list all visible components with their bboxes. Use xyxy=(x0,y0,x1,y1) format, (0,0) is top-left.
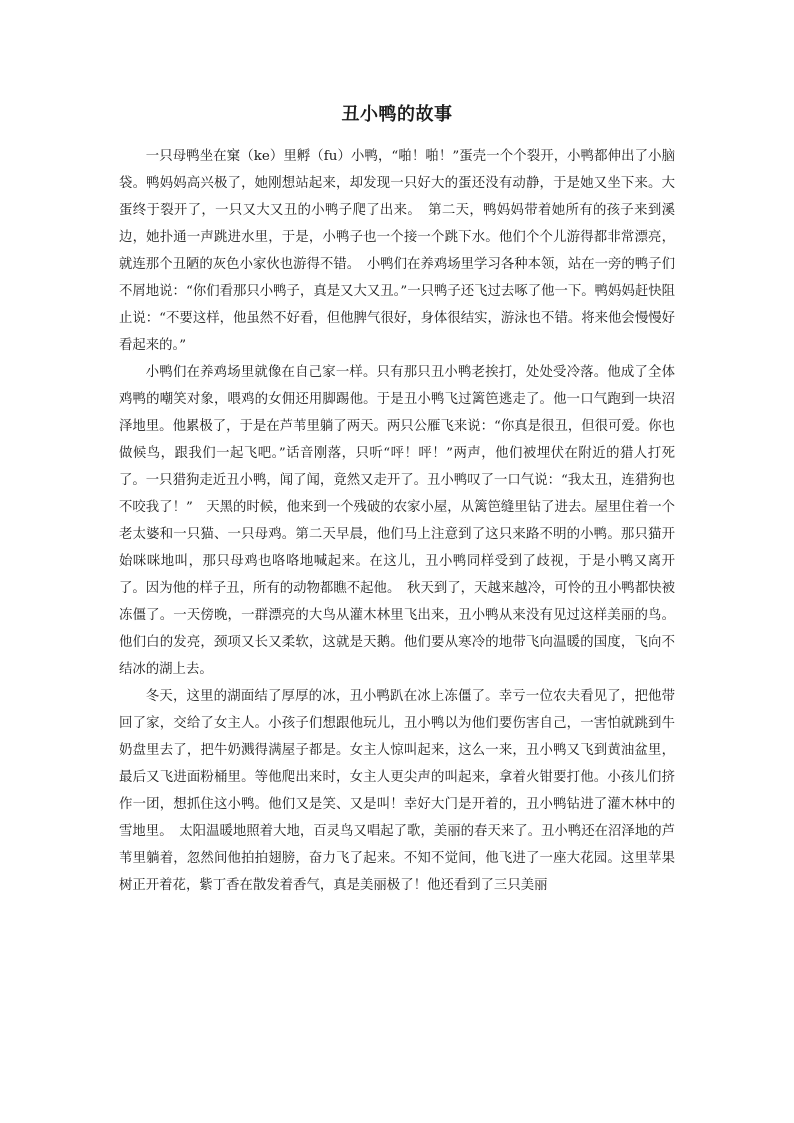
paragraph-2: 小鸭们在养鸡场里就像在自己家一样。只有那只丑小鸭老挨打，处处受冷落。他成了全体鸡鸭的嘲笑对象，喂鸡的女佣还用脚踢他。于是丑小鸭飞过篱笆逃走了。他一口气跑到一块沼泽地里。他累极了，于是在芦苇里躺了两天。两只公雁飞来说：“你真是很丑，但很可爱。你也做候鸟，跟我们一起飞吧。”话音刚落，只听“呯！呯！”两声，他们被埋伏在附近的猎人打死了。一只猎狗走近丑小鸭，闻了闻，竟然又走开了。丑小鸭叹了一口气说：“我太丑，连猎狗也不咬我了！” 天黑的时候，他来到一个残破的农家小屋，从篱笆缝里钻了进去。屋里住着一个老太婆和一只猫、一只母鸡。第二天早晨，他们马上注意到了这只来路不明的小鸭。那只猫开始咪咪地叫，那只母鸡也咯咯地喊起来。在这儿，丑小鸭同样受到了歧视，于是小鸭又离开了。因为他的样子丑，所有的动物都瞧不起他。 秋天到了，天越来越冷，可怜的丑小鸭都快被冻僵了。一天傍晚，一群漂亮的大鸟从灌木林里飞出来，丑小鸭从来没有见过这样美丽的鸟。他们白的发亮，颈项又长又柔软，这就是天鹅。他们要从寒冷的地带飞向温暖的国度，飞向不结冰的湖上去。 xyxy=(119,365,675,677)
document-body xyxy=(119,143,675,899)
document-title: 丑小鸭的故事 xyxy=(341,104,453,125)
paragraph-3: 冬天，这里的湖面结了厚厚的冰，丑小鸭趴在冰上冻僵了。幸亏一位农夫看见了，把他带回了家，交给了女主人。小孩子们想跟他玩儿，丑小鸭以为他们要伤害自己，一害怕就跳到牛奶盘里去了，把牛奶溅得满屋子都是。女主人惊叫起来，这么一来，丑小鸭又飞到黄油盆里，最后又飞进面粉桶里。等他爬出来时，女主人更尖声的叫起来，拿着火钳要打他。小孩儿们挤作一团，想抓住这小鸭。他们又是笑、又是叫！幸好大门是开着的，丑小鸭钻进了灌木林中的雪地里。 太阳温暖地照着大地，百灵鸟又唱起了歌，美丽的春天来了。丑小鸭还在沼泽地的芦苇里躺着，忽然间他拍拍翅膀，奋力飞了起来。不知不觉间，他飞进了一座大花园。这里苹果树正开着花，紫丁香在散发着香气，真是美丽极了！他还看到了三只美丽 xyxy=(119,689,675,893)
paragraph-1: 一只母鸭坐在窠（ke）里孵（fu）小鸭，“啪！啪！”蛋壳一个个裂开，小鸭都伸出了小脑袋。鸭妈妈高兴极了，她刚想站起来，却发现一只好大的蛋还没有动静，于是她又坐下来。大蛋终于裂开了，一只又大又丑的小鸭子爬了出来。 第二天，鸭妈妈带着她所有的孩子来到溪边，她扑通一声跳进水里，于是，小鸭子也一个接一个跳下水。他们个个儿游得都非常漂亮，就连那个丑陋的灰色小家伙也游得不错。 小鸭们在养鸡场里学习各种本领，站在一旁的鸭子们不屑地说：“你们看那只小鸭子，真是又大又丑。”一只鸭子还飞过去啄了他一下。鸭妈妈赶快阻止说：“不要这样，他虽然不好看，但他脾气很好，身体很结实，游泳也不错。将来他会慢慢好看起来的。” xyxy=(119,149,676,353)
